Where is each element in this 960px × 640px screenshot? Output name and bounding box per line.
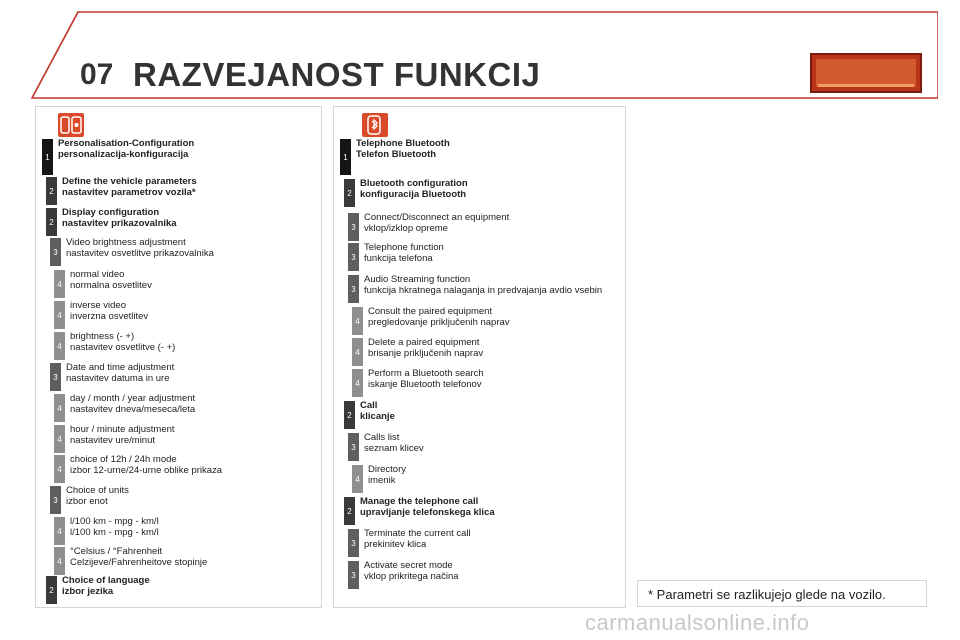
item-label-en: Consult the paired equipment bbox=[368, 306, 493, 317]
item-label-sl: vklop prikritega načina bbox=[364, 570, 459, 582]
item-label-sl: personalizacija-konfiguracija bbox=[58, 148, 189, 160]
level-badge: 4 bbox=[54, 301, 65, 329]
item-text bbox=[70, 547, 207, 568]
item-label-sl: Telefon Bluetooth bbox=[356, 148, 437, 160]
item-label-en: Telephone function bbox=[364, 242, 444, 253]
item-label-en: Display configuration bbox=[62, 207, 160, 218]
level-badge: 2 bbox=[344, 179, 355, 207]
item-text bbox=[364, 213, 509, 234]
item-label-sl: brisanje priključenih naprav bbox=[368, 347, 484, 359]
item-text bbox=[70, 394, 195, 415]
level-badge: 1 bbox=[340, 139, 351, 175]
item-text bbox=[70, 425, 175, 446]
bluetooth-phone-icon bbox=[362, 113, 388, 137]
level-badge: 4 bbox=[54, 394, 65, 422]
item-label-en: Calls list bbox=[364, 432, 400, 443]
level-badge: 2 bbox=[46, 208, 57, 236]
level-badge: 3 bbox=[50, 238, 61, 266]
item-text bbox=[58, 139, 194, 160]
item-label-en: Bluetooth configuration bbox=[360, 178, 468, 189]
item-label-sl: normalna osvetlitev bbox=[70, 279, 152, 291]
item-text bbox=[62, 576, 150, 597]
level-badge: 4 bbox=[54, 332, 65, 360]
item-text bbox=[70, 301, 148, 322]
item-label-sl: klicanje bbox=[360, 410, 395, 422]
item-label-en: Call bbox=[360, 400, 378, 411]
item-label-sl: imenik bbox=[368, 474, 396, 486]
item-label-en: l/100 km - mpg - km/l bbox=[70, 516, 159, 527]
level-badge: 3 bbox=[348, 529, 359, 557]
item-text bbox=[70, 455, 222, 476]
level-badge: 1 bbox=[42, 139, 53, 175]
item-text bbox=[360, 401, 395, 422]
item-label-en: Personalisation-Configuration bbox=[58, 138, 195, 149]
item-label-sl: nastavitev datuma in ure bbox=[66, 372, 170, 384]
item-text bbox=[62, 177, 197, 198]
item-label-sl: upravljanje telefonskega klica bbox=[360, 506, 495, 518]
item-label-sl: konfiguracija Bluetooth bbox=[360, 188, 467, 200]
level-badge: 4 bbox=[54, 547, 65, 575]
page-title: RAZVEJANOST FUNKCIJ bbox=[133, 56, 541, 93]
item-label-sl: iskanje Bluetooth telefonov bbox=[368, 378, 482, 390]
level-badge: 3 bbox=[348, 433, 359, 461]
level-badge: 4 bbox=[352, 465, 363, 493]
footnote: * Parametri se razlikujejo glede na vozilo. bbox=[637, 580, 927, 607]
item-text bbox=[70, 332, 175, 353]
level-badge: 3 bbox=[50, 363, 61, 391]
item-label-en: Video brightness adjustment bbox=[66, 237, 186, 248]
item-text bbox=[360, 497, 495, 518]
level-badge: 4 bbox=[352, 307, 363, 335]
menu-function-icons bbox=[810, 53, 922, 93]
chapter-number: 07 bbox=[80, 58, 114, 91]
item-label-en: Directory bbox=[368, 464, 407, 475]
item-label-sl: izbor jezika bbox=[62, 585, 114, 597]
level-badge: 4 bbox=[54, 455, 65, 483]
item-label-sl: pregledovanje priključenih naprav bbox=[368, 316, 510, 328]
level-badge: 4 bbox=[352, 338, 363, 366]
item-label-en: hour / minute adjustment bbox=[70, 424, 175, 435]
level-badge: 2 bbox=[46, 576, 57, 604]
item-text bbox=[364, 243, 444, 264]
item-text bbox=[368, 338, 483, 359]
item-text bbox=[360, 179, 468, 200]
item-text bbox=[364, 529, 471, 550]
item-label-sl: l/100 km - mpg - km/l bbox=[70, 526, 159, 538]
item-text bbox=[364, 561, 459, 582]
item-label-en: Audio Streaming function bbox=[364, 274, 471, 285]
item-label-en: Connect/Disconnect an equipment bbox=[364, 212, 510, 223]
item-text bbox=[364, 433, 424, 454]
level-badge: 4 bbox=[352, 369, 363, 397]
item-label-en: Terminate the current call bbox=[364, 528, 471, 539]
item-label-sl: vklop/izklop opreme bbox=[364, 222, 448, 234]
level-badge: 3 bbox=[50, 486, 61, 514]
level-badge: 2 bbox=[344, 401, 355, 429]
item-label-sl: izbor 12-urne/24-urne oblike prikaza bbox=[70, 464, 223, 476]
telephone-panel bbox=[333, 106, 626, 608]
item-label-en: Manage the telephone call bbox=[360, 496, 479, 507]
level-badge: 3 bbox=[348, 275, 359, 303]
configuration-panel bbox=[35, 106, 322, 608]
item-label-sl: nastavitev parametrov vozila* bbox=[62, 186, 196, 198]
item-label-en: Choice of units bbox=[66, 485, 129, 496]
item-label-en: normal video bbox=[70, 269, 125, 280]
level-badge: 3 bbox=[348, 213, 359, 241]
item-label-en: Choice of language bbox=[62, 575, 150, 586]
item-label-sl: Celzijeve/Fahrenheitove stopinje bbox=[70, 556, 208, 568]
item-label-sl: seznam klicev bbox=[364, 442, 424, 454]
item-label-sl: nastavitev prikazovalnika bbox=[62, 217, 177, 229]
level-badge: 3 bbox=[348, 561, 359, 589]
level-badge: 2 bbox=[344, 497, 355, 525]
item-text bbox=[66, 363, 174, 384]
item-label-sl: nastavitev osvetlitve (- +) bbox=[70, 341, 176, 353]
level-badge: 4 bbox=[54, 270, 65, 298]
item-label-en: Perform a Bluetooth search bbox=[368, 368, 484, 379]
item-label-en: Telephone Bluetooth bbox=[356, 138, 450, 149]
item-label-en: Define the vehicle parameters bbox=[62, 176, 197, 187]
level-badge: 4 bbox=[54, 517, 65, 545]
item-label-en: inverse video bbox=[70, 300, 126, 311]
item-label-en: °Celsius / °Fahrenheit bbox=[70, 546, 163, 557]
level-badge: 4 bbox=[54, 425, 65, 453]
item-label-en: Date and time adjustment bbox=[66, 362, 175, 373]
item-label-sl: inverzna osvetlitev bbox=[70, 310, 149, 322]
item-label-sl: nastavitev ure/minut bbox=[70, 434, 156, 446]
item-label-sl: funkcija telefona bbox=[364, 252, 433, 264]
level-badge: 2 bbox=[46, 177, 57, 205]
item-label-sl: nastavitev dneva/meseca/leta bbox=[70, 403, 196, 415]
item-text bbox=[368, 465, 406, 486]
level-badge: 3 bbox=[348, 243, 359, 271]
item-label-en: choice of 12h / 24h mode bbox=[70, 454, 177, 465]
item-text bbox=[356, 139, 450, 160]
item-label-en: Delete a paired equipment bbox=[368, 337, 480, 348]
item-text bbox=[62, 208, 177, 229]
item-text bbox=[368, 369, 484, 390]
item-label-en: day / month / year adjustment bbox=[70, 393, 196, 404]
item-label-en: brightness (- +) bbox=[70, 331, 135, 342]
item-text bbox=[368, 307, 510, 328]
item-text bbox=[70, 517, 159, 538]
watermark: carmanualsonline.info bbox=[585, 610, 810, 635]
configuration-icon bbox=[58, 113, 84, 137]
item-text bbox=[66, 486, 129, 507]
item-text bbox=[66, 238, 214, 259]
item-text bbox=[364, 275, 602, 296]
item-text bbox=[70, 270, 152, 291]
item-label-sl: izbor enot bbox=[66, 495, 108, 507]
item-label-sl: nastavitev osvetlitve prikazovalnika bbox=[66, 247, 214, 259]
item-label-sl: funkcija hkratnega nalaganja in predvajanja avdio vsebin bbox=[364, 284, 603, 296]
item-label-sl: prekinitev klica bbox=[364, 538, 427, 550]
item-label-en: Activate secret mode bbox=[364, 560, 453, 571]
